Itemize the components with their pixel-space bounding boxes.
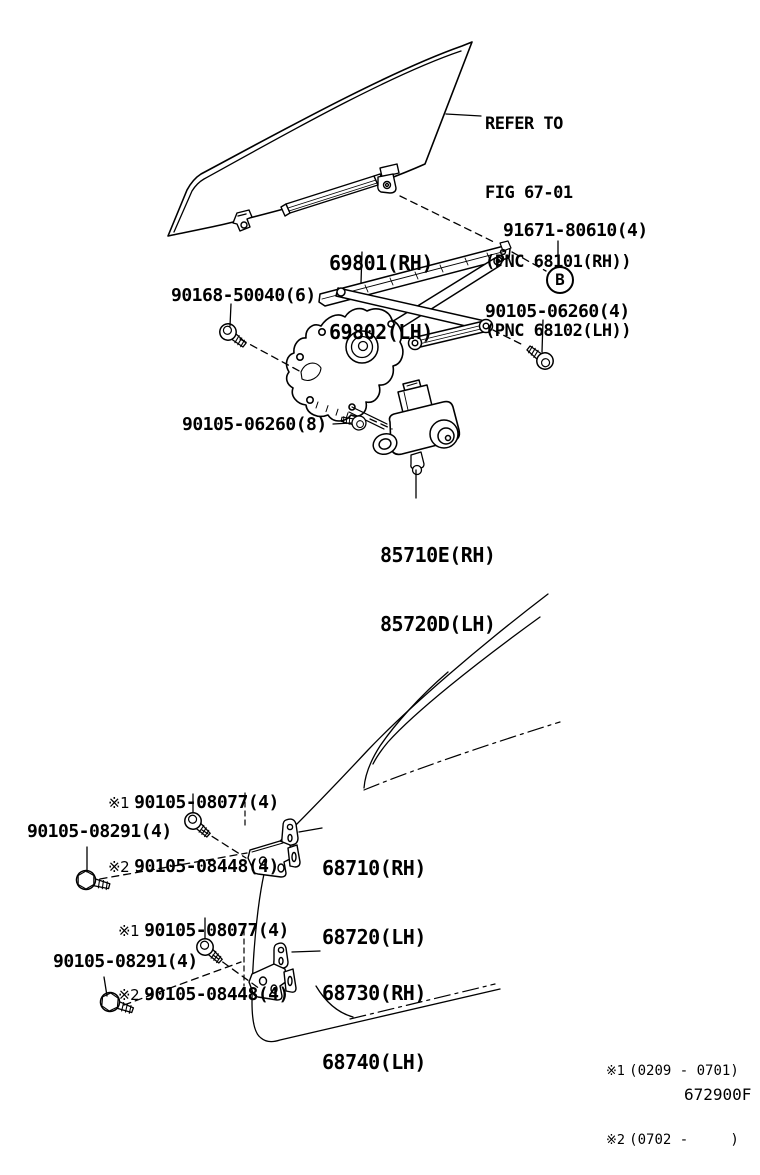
upper-body-bolt — [73, 868, 112, 896]
callout-b: B — [546, 266, 574, 294]
refer-line: FIG 67-01 — [485, 183, 573, 203]
part-number: 68730(RH) — [322, 981, 426, 1005]
reference-mark: ※2 — [108, 858, 130, 876]
refer-line: REFER TO — [485, 114, 563, 134]
plate-screw-bolt — [216, 320, 249, 351]
label-motor — [380, 498, 495, 659]
motor-assembly — [370, 380, 459, 475]
part-number: 68740(LH) — [322, 1050, 426, 1074]
part-number: 85720D(LH) — [380, 612, 496, 636]
glass-bracket-right — [378, 164, 399, 193]
reference-mark: ※1 — [108, 794, 130, 812]
label-regulator — [329, 206, 433, 367]
refer-line: (PNC 68102(LH)) — [485, 321, 632, 341]
doc-number: 672900F — [684, 1085, 752, 1104]
reference-mark: ※1 — [118, 922, 140, 940]
part-number: 68710(RH) — [322, 856, 426, 880]
label-rail-screw: 91671-80610(4) — [503, 220, 648, 241]
footnote-row — [606, 1129, 739, 1152]
part-number: 69801(RH) — [329, 251, 433, 275]
label-body-bolt-upper: 90105-08291(4) — [27, 821, 172, 842]
label-body-bolt-lower: 90105-08291(4) — [53, 951, 198, 972]
part-number: 85710E(RH) — [380, 543, 496, 567]
part-number: 90105-08448(4) — [134, 856, 279, 877]
footnote-text: (0702 - ) — [629, 1132, 739, 1148]
part-number-row — [108, 856, 279, 878]
part-number-row — [118, 920, 289, 942]
footnote-row — [606, 1060, 739, 1083]
part-number: 69802(LH) — [329, 320, 433, 344]
reference-mark: ※2 — [606, 1133, 626, 1148]
part-number: 68720(LH) — [322, 925, 426, 949]
part-number: 90105-08077(4) — [134, 792, 279, 813]
part-number: 90105-08077(4) — [144, 920, 289, 941]
part-number-row — [108, 792, 279, 814]
label-arm-bolt: 90105-06260(4) — [485, 301, 630, 322]
footnote-text: (0209 - 0701) — [629, 1063, 739, 1079]
label-hinge-lower — [322, 936, 426, 1097]
label-motor-bolt: 90105-06260(8) — [182, 414, 327, 435]
refer-line: (PNC 68101(RH)) — [485, 252, 632, 272]
part-number-row — [118, 984, 289, 1006]
reference-mark: ※2 — [118, 986, 140, 1004]
label-plate-screw: 90168-50040(6) — [171, 285, 316, 306]
reference-mark: ※1 — [606, 1064, 626, 1079]
part-number: 90105-08448(4) — [144, 984, 289, 1005]
